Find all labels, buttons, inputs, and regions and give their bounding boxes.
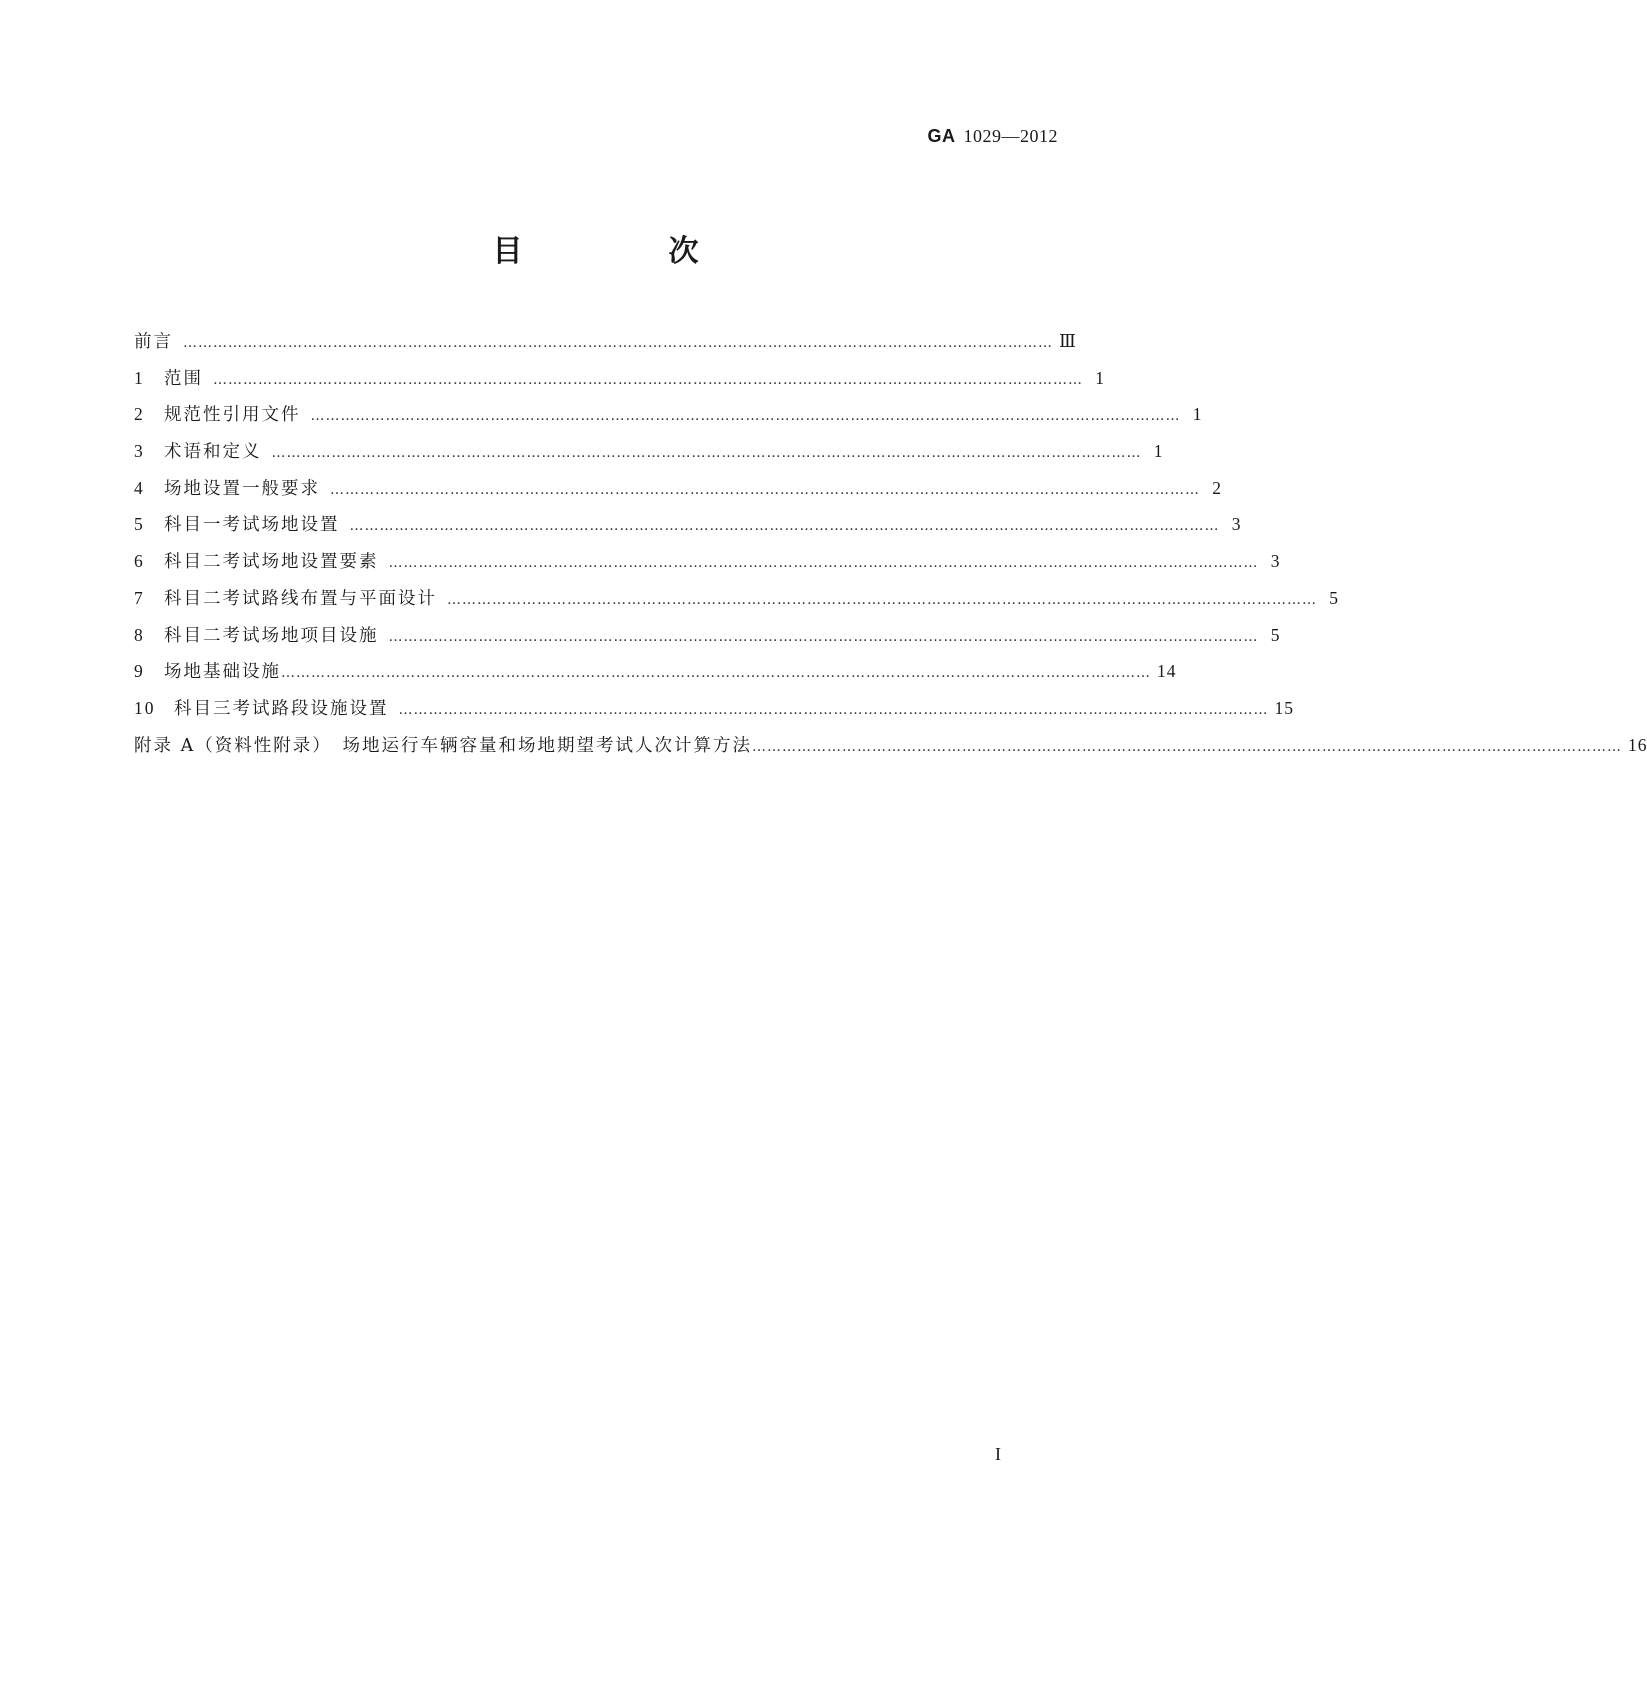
toc-dot-leader: …………………………………………………………………………………………………………………………………………………………	[183, 335, 1053, 351]
toc-dot-leader: …………………………………………………………………………………………………………………………………………………………	[388, 628, 1259, 645]
toc-entry-9[interactable]	[134, 658, 1177, 695]
toc-dot-leader: …………………………………………………………………………………………………………………………………………………………	[310, 408, 1181, 425]
toc-dot-leader: …………………………………………………………………………………………………………………………………………………………	[271, 445, 1142, 462]
toc-entry-number: 4	[134, 477, 145, 498]
toc-entry-page: 15	[1274, 697, 1294, 718]
table-of-contents	[134, 328, 1647, 768]
toc-dot-leader: …………………………………………………………………………………………………………………………………………………………	[349, 518, 1220, 535]
toc-dot-leader: …………………………………………………………………………………………………………………………………………………………	[398, 701, 1269, 718]
toc-entry-page: 1	[1095, 367, 1105, 388]
toc-entry-3[interactable]	[134, 438, 1164, 475]
toc-entry-page: 5	[1329, 587, 1339, 608]
toc-entry-6[interactable]	[134, 548, 1281, 585]
toc-entry-appendix-a[interactable]	[134, 732, 1647, 769]
toc-dot-leader: …………………………………………………………………………………………………………………………………………………………	[281, 665, 1151, 682]
toc-entry-label: 规范性引用文件	[164, 405, 301, 426]
toc-entry-number: 1	[134, 367, 145, 388]
toc-entry-label: 科目二考试路线布置与平面设计	[164, 588, 437, 609]
toc-entry-number: 9	[134, 661, 145, 682]
toc-entry-page: Ⅲ	[1059, 331, 1077, 351]
toc-dot-leader: …………………………………………………………………………………………………………………………………………………………	[330, 481, 1200, 498]
toc-dot-leader: …………………………………………………………………………………………………………………………………………………………	[388, 555, 1259, 572]
toc-entry-label: 前言	[134, 332, 173, 352]
toc-dot-leader: …………………………………………………………………………………………………………………………………………………………	[447, 591, 1317, 608]
toc-dot-leader: …………………………………………………………………………………………………………………………………………………………	[751, 738, 1622, 755]
toc-entry-number: 7	[134, 587, 145, 608]
toc-entry-number: 5	[134, 514, 145, 535]
toc-entry-5[interactable]	[134, 511, 1242, 548]
toc-entry-number: 2	[134, 404, 145, 425]
toc-entry-number: 6	[134, 551, 145, 572]
toc-entry-label: 场地设置一般要求	[164, 478, 320, 499]
toc-entry-10[interactable]	[134, 695, 1294, 732]
toc-entry-page: 16	[1627, 734, 1647, 755]
toc-entry-label: 附录 A（资料性附录） 场地运行车辆容量和场地期望考试人次计算方法	[134, 735, 752, 756]
toc-entry-number: 3	[134, 441, 145, 462]
toc-entry-page: 3	[1270, 551, 1281, 572]
toc-entry-number: 8	[134, 624, 145, 645]
toc-entry-label: 科目二考试场地项目设施	[164, 625, 379, 646]
toc-entry-label: 范围	[164, 368, 203, 389]
toc-entry-label: 科目二考试场地设置要素	[164, 552, 379, 573]
toc-entry-page: 1	[1153, 441, 1164, 462]
toc-entry-page: 14	[1157, 661, 1177, 682]
toc-entry-page: 2	[1212, 477, 1222, 498]
toc-entry-label: 科目三考试路段设施设置	[174, 698, 389, 719]
toc-entry-label: 术语和定义	[164, 442, 262, 463]
toc-entry-number: 10	[134, 697, 156, 718]
toc-entry-label: 科目一考试场地设置	[164, 515, 340, 536]
page-title: 目 次	[492, 234, 757, 269]
toc-entry-2[interactable]	[134, 401, 1203, 438]
page-number: I	[995, 1444, 1001, 1464]
toc-entry-1[interactable]	[134, 365, 1105, 402]
toc-entry-8[interactable]	[134, 622, 1281, 659]
document-code-prefix: GA	[927, 126, 956, 146]
document-code	[928, 126, 1059, 147]
toc-entry-label: 场地基础设施	[164, 662, 281, 683]
toc-entry-4[interactable]	[134, 475, 1222, 512]
toc-entry-7[interactable]	[134, 585, 1339, 622]
toc-entry-foreword[interactable]	[134, 328, 1077, 365]
toc-dot-leader: …………………………………………………………………………………………………………………………………………………………	[213, 371, 1083, 388]
document-code-number: 1029—2012	[963, 126, 1058, 146]
toc-entry-page: 5	[1270, 624, 1281, 645]
toc-entry-page: 3	[1231, 514, 1242, 535]
toc-entry-page: 1	[1192, 404, 1203, 425]
